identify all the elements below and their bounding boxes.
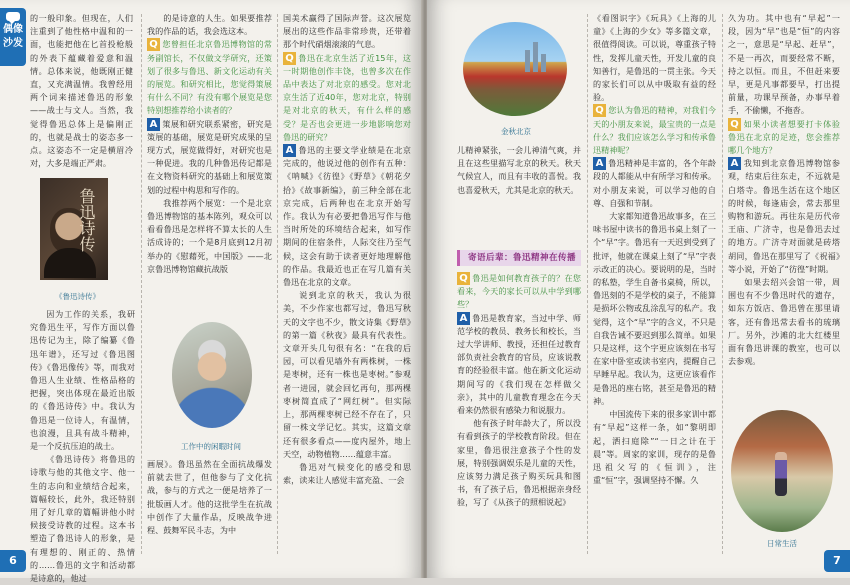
answer-1: A 策展和研究联系紧密，研究是策展的基础，展览是研究成果的呈现方式，展览做得好，对研究也是一种促进。我的几种鲁迅传记都是在文物资料研究的基础上和展览策划的过程中构思和写作的。 (147, 118, 272, 195)
city-tower (533, 42, 538, 72)
section-heading: 寄语后辈：鲁迅精神在传播 (457, 250, 581, 266)
q-marker: Q (283, 52, 296, 65)
left-col3-intro: 国美术赢得了国际声誉。这次展览展出的这些作品非常珍贵，还带着那个时代硝烟滚滚的气息。 (283, 13, 411, 50)
author-portrait-image (172, 322, 252, 428)
answer-5: A 我知到北京鲁迅博物馆参观，结束后往东走，不远就是白塔寺。鲁迅生活在这个地区的时候，每逢庙会，常去那里购物和游玩。再往东是历代帝王庙、广济寺，也是鲁迅去过的地方。广济寺对面就是砖塔胡同，鲁迅在那里写了《祝福》等小说，开始了“彷徨”时期。 (728, 158, 840, 274)
left-col1-intro: 的一般印象。但现在，人们注重到了他性格中温和的一面，也能把他在匕首投枪般的外表下蕴藏着爱意和温情。总体来说，他既刚正健直，又充满温情。我曾经用两个词来描述鲁迅的形象——战士与文人。当然，我觉得鲁迅总体上是偏刚正的，也就是战士的姿态多一点。这姿态不一定是横眉冷对，大多是端正严肃。 (30, 13, 133, 169)
section-tab-line2: 沙发 (3, 38, 23, 49)
answer-4: A 鲁迅精神是丰富的，各个年龄段的人都能从中有所学习和传承。对小朋友来说，可以学习他的自尊、自强和节制。 (593, 158, 716, 208)
right-col1-bottom (457, 272, 581, 554)
right-col1-top (457, 144, 581, 234)
left-page (0, 0, 423, 584)
city-tower (541, 54, 546, 72)
answer-2: A 鲁迅的主要文学业绩是在北京完成的，他说过他的创作有五种：《呐喊》《彷徨》《野草》《朝花夕拾》《故事新编》，前三种全部在北京完成，后两种也在北京开始写作。我认为有必要把鲁迅写作与他当时所处的环境结合起来，如写作期间的住宿条件，人际交往乃至气候，这会有助于读者更好地理解他的作品。我最近也正在写几篇有关鲁迅在北京的文章。 (283, 145, 411, 288)
section-tab (0, 8, 26, 66)
page-number-left: 6 (0, 550, 26, 572)
a-marker: A (728, 157, 741, 170)
city-caption: 金秋北京 (501, 127, 531, 136)
book-caption: 《鲁迅诗传》 (55, 292, 100, 301)
right-col2 (593, 12, 716, 562)
question-2: Q 鲁迅在北京生活了近15年，这一时期他创作丰饶，也曾多次在作品中表达了对北京的感受。您对北京生活了近40年，您对北京，特别是对北京的秋天，有什么样的感受？是否也会更进一步地影响您对鲁迅的研究？ (283, 52, 411, 142)
person-figure (775, 452, 787, 496)
book-cover-image (40, 178, 108, 280)
q-marker: Q (457, 272, 470, 285)
right-col1-intro: 儿精神紧张，一会儿神清气爽，并且在这些里描写北京的秋天。秋天气候宜人，而且有丰收的喜悦。我也喜爱秋天，尤其是北京的秋天。 (457, 145, 581, 195)
right-col2-body: 大家都知道鲁迅故事多，在三味书屋中读书的鲁迅书桌上刻了一个“早”字。鲁迅有一天迟到受到了批评，他就在课桌上刻了“早”字表示改正的决心。要说明的是，当时的私塾，学生自备书桌椅，所以，鲁迅刻的不是学校的桌子，不能算是损坏公物或乱涂乱写的私产。我觉得，这个“早”字的含义，不只是自我告诫不要迟到那么简单。如果只是这样，这个字更应该刻在书写在家中卧室或读书室内，提醒自己早睡早起。我认为，这更应该看作是鲁迅的座右铭，甚至是鲁迅的精神。 (593, 211, 716, 406)
left-col3 (283, 12, 411, 562)
left-col2-bottom-text: 画展》。鲁迅虽然在全面抗战爆发前就去世了，但他参与了文化抗战，参与的方式之一便是培养了一批版画人才。他的这批学生在抗战中创作了大量作品，反映战争进程、鼓舞军民斗志，为中 (147, 459, 272, 536)
right-col3 (728, 12, 840, 407)
beijing-autumn-image (463, 22, 567, 116)
section-tab-line1: 偶像 (3, 24, 23, 35)
left-col1-bottom (30, 308, 135, 584)
q-marker: Q (147, 38, 160, 51)
right-col3-intro: 久为功。其中也有“早起”一段，因为“早”也是“恒”的内容之一，意思是“早起、赶早”，不是一再次，而要经常不断，持之以恒。而且，不但赶来要早，更是凡事都要早，打出提前量，功课早预备，办事早着手，不偷懒，不拖沓。 (728, 13, 840, 116)
book-portrait-shoulders (44, 248, 96, 278)
question-4: Q 您认为鲁迅的精神，对我们今天的小朋友来说，最宝贵的一点是什么？我们应该怎么学习和传承鲁迅精神呢？ (593, 105, 716, 156)
a-marker: A (593, 157, 606, 170)
a-marker: A (147, 118, 160, 131)
left-col2-top (147, 12, 272, 330)
q-marker: Q (728, 118, 741, 131)
answer-3: A 鲁迅是教育家，当过中学、师范学校的教员、教务长和校长，当过大学讲师、教授，还担任过教育部负责社会教育的官员，应该说教育的经验很丰富。他在新文化运动期间写的《我们现在怎样做父亲》，其中的儿童教育理念在今天看来仍然很有感染力和说服力。 (457, 312, 581, 416)
column-divider (277, 14, 278, 554)
a-marker: A (457, 312, 470, 325)
left-col1-top (30, 12, 133, 172)
portrait-caption: 工作中的闲暇时间 (181, 442, 241, 451)
city-tower (525, 50, 530, 72)
page-number-right: 7 (824, 550, 850, 572)
left-col3-body: 说到北京的秋天，我认为很美，不少作家也都写过，鲁迅写秋天的文字也不少，散文诗集《野草》的第一篇《秋夜》最具有代表性。文章开头几句很有名：“在我的后园，可以看见墙外有两株树，一株是枣树，还有一株也是枣树。”参观者一进园，就会回忆再句，那两棵枣树简直成了“网红树”。但实际上，那两棵枣树已经不存在了，只留一株文学记忆。其实，这篇文章还有很多看点——度内屋外，地上天空，动物植物……蕴意丰富。 (283, 290, 411, 459)
daily-life-image (731, 410, 833, 532)
right-col2-bottom: 中国流传下来的很多家训中都有“早起”这样一条，如“黎明即起，洒扫庭除”“一日之计在于晨”等。周家的家训，现存的是鲁迅祖父写的《恒训》，注重“恒”字，强调坚持不懈。久 (593, 409, 716, 486)
right-page (427, 0, 850, 578)
question-3: Q 鲁迅是如何教育孩子的？在您看来，今天的家长可以从中学到哪些？ (457, 273, 581, 310)
a-marker: A (283, 144, 296, 157)
question-5: Q 如果小读者想要打卡体验鲁迅在北京的足迹，您会推荐哪几个地方？ (728, 118, 840, 156)
column-divider (141, 14, 142, 554)
left-col1-body2: 《鲁迅诗传》将鲁迅的诗歌与他的其他文字、他一生的志向和业绩结合起来，篇幅较长，此外，我还特别用了好几章的篇幅讲他小时候接受诗教的过程。这本书塑造了鲁迅诗人的形象，是有理想的、刚正的、热情的……鲁迅的文字和活动都是诗意的，他过 (30, 454, 135, 584)
question-1: Q 您曾担任北京鲁迅博物馆的常务副馆长，不仅做文学研究，还策划了很多与鲁迅、新文化运动有关的展览。和研究相比，您觉得策展有什么不同？有没有哪个展览是您特别想推荐给小读者的？ (147, 39, 272, 116)
left-col2-bottom (147, 458, 272, 554)
right-col2-intro: 《看图识字》《玩具》《上海的儿童》《上海的少女》等多篇文章，很值得阅读。可以说，尊重孩子特性，发挥儿童天性，开发儿童的良知善行，是鲁迅的一贯主张。今天的家长们可以从中吸取有益的经验。 (593, 13, 716, 103)
left-col2-body: 我推荐两个展览：一个是北京鲁迅博物馆的基本陈列，观众可以看看鲁迅是怎样将不算太长的人生活成诗的；一个是8月底到12月初举办的《慰藉死，中国版》——北京鲁迅博物馆藏抗战版 (147, 197, 272, 274)
right-col3-body: 如果去绍兴会馆一带，周围也有不少鲁迅时代的遗存，如东方饭店、鲁迅曾在那里请客，还有鲁迅常去看书的琉璃厂。另外，沙滩的北大红楼里面有鲁迅讲课的教室，也可以去参观。 (728, 277, 840, 367)
book-cover-title: 鲁迅诗传 (77, 188, 96, 252)
right-col1-body: 他有孩子时年龄大了，所以没有看到孩子的学校教育阶段。但在家里，鲁迅很注意孩子个性的发展，特别强调娱乐是儿童的天性，应该努力满足孩子购买玩具和图书，有了孩子后，鲁迅根据亲身经验，写了《从孩子的照相说起》 (457, 418, 581, 508)
daily-life-caption: 日常生活 (767, 539, 797, 548)
speech-bubble-icon (6, 12, 20, 21)
q-marker: Q (593, 104, 606, 117)
column-divider (722, 14, 723, 554)
column-divider (587, 14, 588, 554)
left-col1-body1: 因为工作的关系，我研究鲁迅生平，写作方面以鲁迅传记为主，除了编纂《鲁迅年谱》，还写过《鲁迅图传》《鲁迅像传》等，而我对鲁迅人生业绩、性格品格的把握，突出体现在最近出版的《鲁迅诗传》中。我认为鲁迅是一位诗人，有温情，也浪漫，且具有战斗精神，是一个反抗压迫的战士。 (30, 309, 135, 452)
left-col2-intro: 的是诗意的人生。如果要推荐我的作品的话，我会选这本。 (147, 13, 272, 37)
left-col3-bottom: 鲁迅对气候变化的感受和思索，读来让人感觉丰富充盈、一会 (283, 461, 411, 486)
